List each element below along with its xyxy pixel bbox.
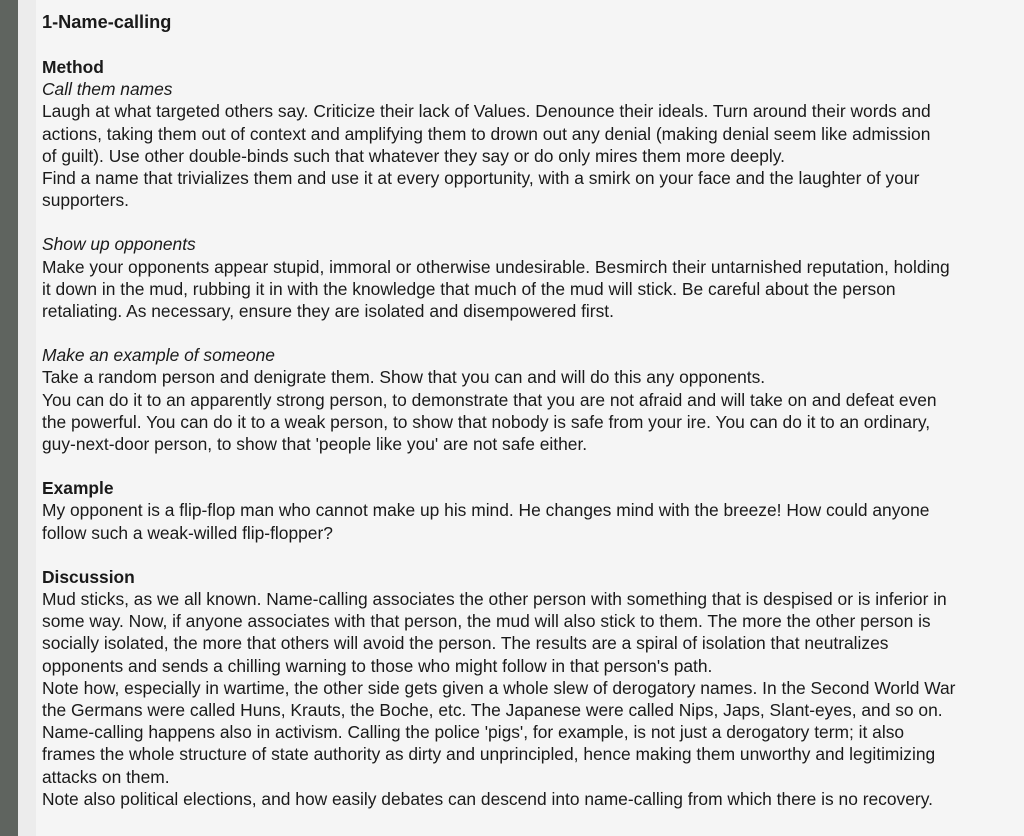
text-line: socially isolated, the more that others will avoid the person. The results are a spiral of isolation that neutralizes [42, 633, 889, 654]
example-heading: Example [42, 478, 114, 499]
method-subheading: Show up opponents [42, 234, 196, 255]
text-line: Find a name that trivializes them and use it at every opportunity, with a smirk on your face and the laughter of your [42, 168, 920, 189]
text-line: Note also political elections, and how easily debates can descend into name-calling from which there is no recovery. [42, 788, 933, 809]
discussion-heading: Discussion [42, 566, 135, 587]
method-item-show-up-opponents [42, 233, 1024, 322]
text-line: of guilt). Use other double-binds such that whatever they say or do only mires them more deeply. [42, 145, 786, 166]
method-subheading: Call them names [42, 79, 173, 100]
text-line: actions, taking them out of context and amplifying them to drown out any denial (making denial seem like admission [42, 123, 931, 144]
text-line: opponents and sends a chilling warning to those who might follow in that person's path. [42, 655, 713, 676]
text-line: follow such a weak-willed flip-flopper? [42, 522, 333, 543]
method-heading: Method [42, 57, 104, 77]
text-line: the powerful. You can do it to a weak person, to show that nobody is safe from your ire. You can do it to an ordinary, [42, 411, 931, 432]
method-subheading: Make an example of someone [42, 345, 275, 366]
method-section [42, 56, 1024, 455]
text-line: some way. Now, if anyone associates with that person, the mud will also stick to them. The more the other person is [42, 611, 931, 632]
text-line: it down in the mud, rubbing it in with the knowledge that much of the mud will stick. Be careful about the person [42, 278, 896, 299]
text-line: the Germans were called Huns, Krauts, the Boche, etc. The Japanese were called Nips, Japs, Slant-eyes, and so on. [42, 700, 943, 721]
text-line: frames the whole structure of state authority as dirty and unprincipled, hence making them unworthy and legitimizing [42, 744, 936, 765]
document-content [42, 10, 1024, 836]
example-section [42, 477, 1024, 544]
text-line: Take a random person and denigrate them. Show that you can and will do this any opponents. [42, 367, 766, 388]
discussion-section [42, 566, 1024, 810]
section-title: 1-Name-calling [42, 12, 172, 32]
text-line: My opponent is a flip-flop man who cannot make up his mind. He changes mind with the breeze! How could anyone [42, 500, 930, 521]
text-line: supporters. [42, 190, 129, 211]
left-sidebar-strip [0, 0, 18, 836]
text-line: Mud sticks, as we all known. Name-calling associates the other person with something that is despised or is inferior in [42, 589, 947, 610]
text-line: Note how, especially in wartime, the other side gets given a whole slew of derogatory names. In the Second World War [42, 677, 956, 698]
text-line: attacks on them. [42, 766, 170, 787]
text-line: Name-calling happens also in activism. Calling the police 'pigs', for example, is not just a derogatory term; it also [42, 722, 905, 743]
text-line: Laugh at what targeted others say. Criticize their lack of Values. Denounce their ideals. Turn around their words and [42, 101, 931, 122]
text-line: retaliating. As necessary, ensure they are isolated and disempowered first. [42, 301, 614, 322]
text-line: guy-next-door person, to show that 'people like you' are not safe either. [42, 434, 588, 455]
method-item-call-them-names [42, 78, 1024, 211]
text-line: You can do it to an apparently strong person, to demonstrate that you are not afraid and will take on and defeat even [42, 389, 937, 410]
method-item-make-an-example [42, 344, 1024, 455]
left-gutter [18, 0, 36, 836]
text-line: Make your opponents appear stupid, immoral or otherwise undesirable. Besmirch their untarnished reputation, holding [42, 256, 950, 277]
